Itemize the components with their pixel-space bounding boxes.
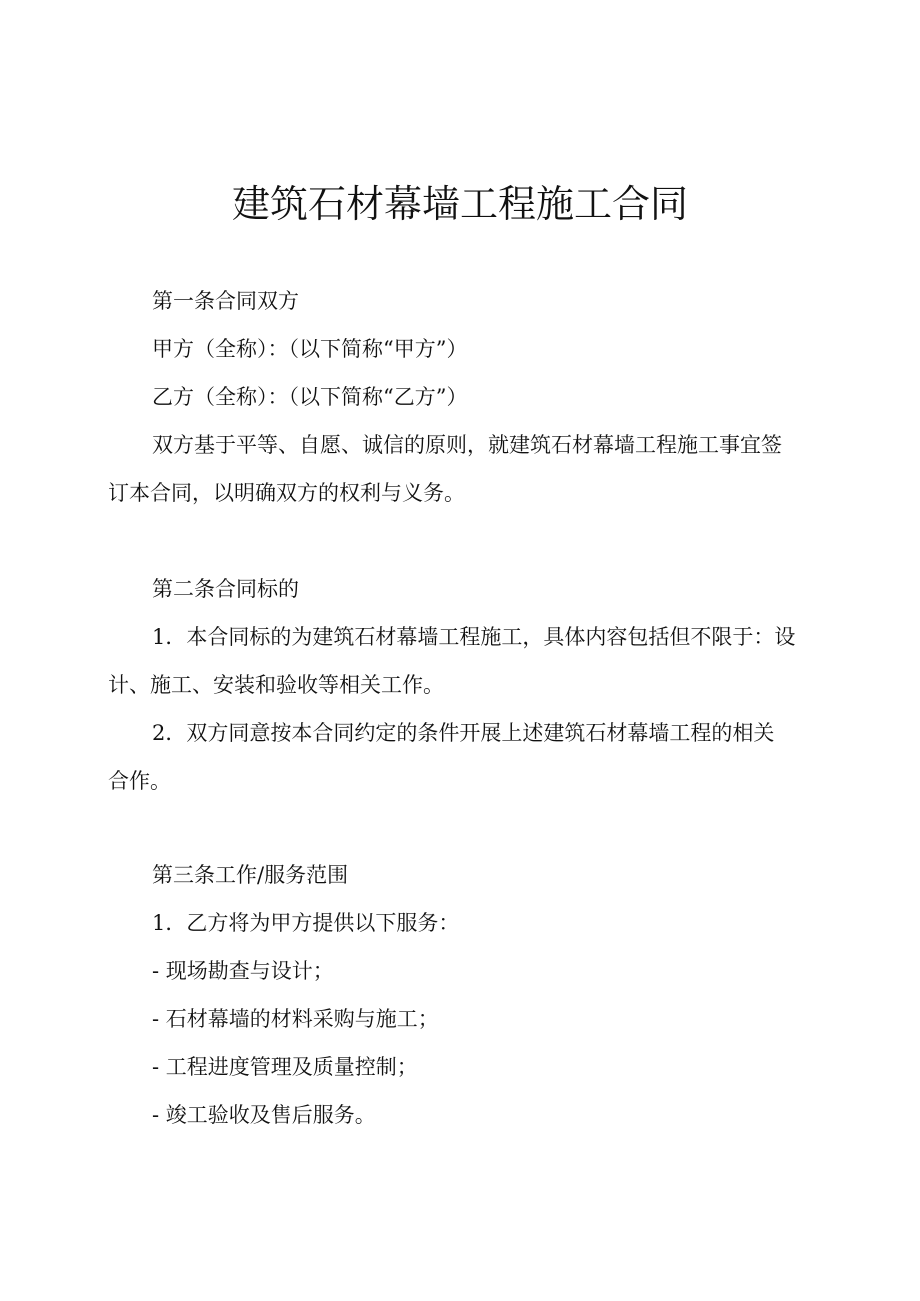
section1-paragraph-line2: 订本合同，以明确双方的权利与义务。 — [108, 481, 465, 505]
section2-item2-line2: 合作。 — [108, 769, 171, 793]
section3-item1: 1．乙方将为甲方提供以下服务： — [152, 911, 460, 935]
list-item: - 工程进度管理及质量控制； — [152, 1055, 418, 1079]
list-item: - 石材幕墙的材料采购与施工； — [152, 1007, 439, 1031]
list-item: - 现场勘查与设计； — [152, 959, 334, 983]
section2-item1-line2: 计、施工、安装和验收等相关工作。 — [108, 673, 444, 697]
section2-item2-line1: 2．双方同意按本合同约定的条件开展上述建筑石材幕墙工程的相关 — [152, 721, 775, 745]
section2-item1-line1: 1．本合同标的为建筑石材幕墙工程施工，具体内容包括但不限于：设 — [152, 625, 796, 649]
party-b-line: 乙方（全称）：（以下简称“乙方”） — [152, 385, 468, 409]
section1-heading: 第一条合同双方 — [152, 289, 299, 313]
section2-heading: 第二条合同标的 — [152, 577, 299, 601]
list-item: - 竣工验收及售后服务。 — [152, 1103, 376, 1127]
document-title: 建筑石材幕墙工程施工合同 — [231, 182, 688, 226]
section1-paragraph-line1: 双方基于平等、自愿、诚信的原则，就建筑石材幕墙工程施工事宜签 — [152, 433, 782, 457]
section3-heading: 第三条工作/服务范围 — [152, 863, 349, 887]
party-a-line: 甲方（全称）：（以下简称“甲方”） — [152, 337, 468, 361]
